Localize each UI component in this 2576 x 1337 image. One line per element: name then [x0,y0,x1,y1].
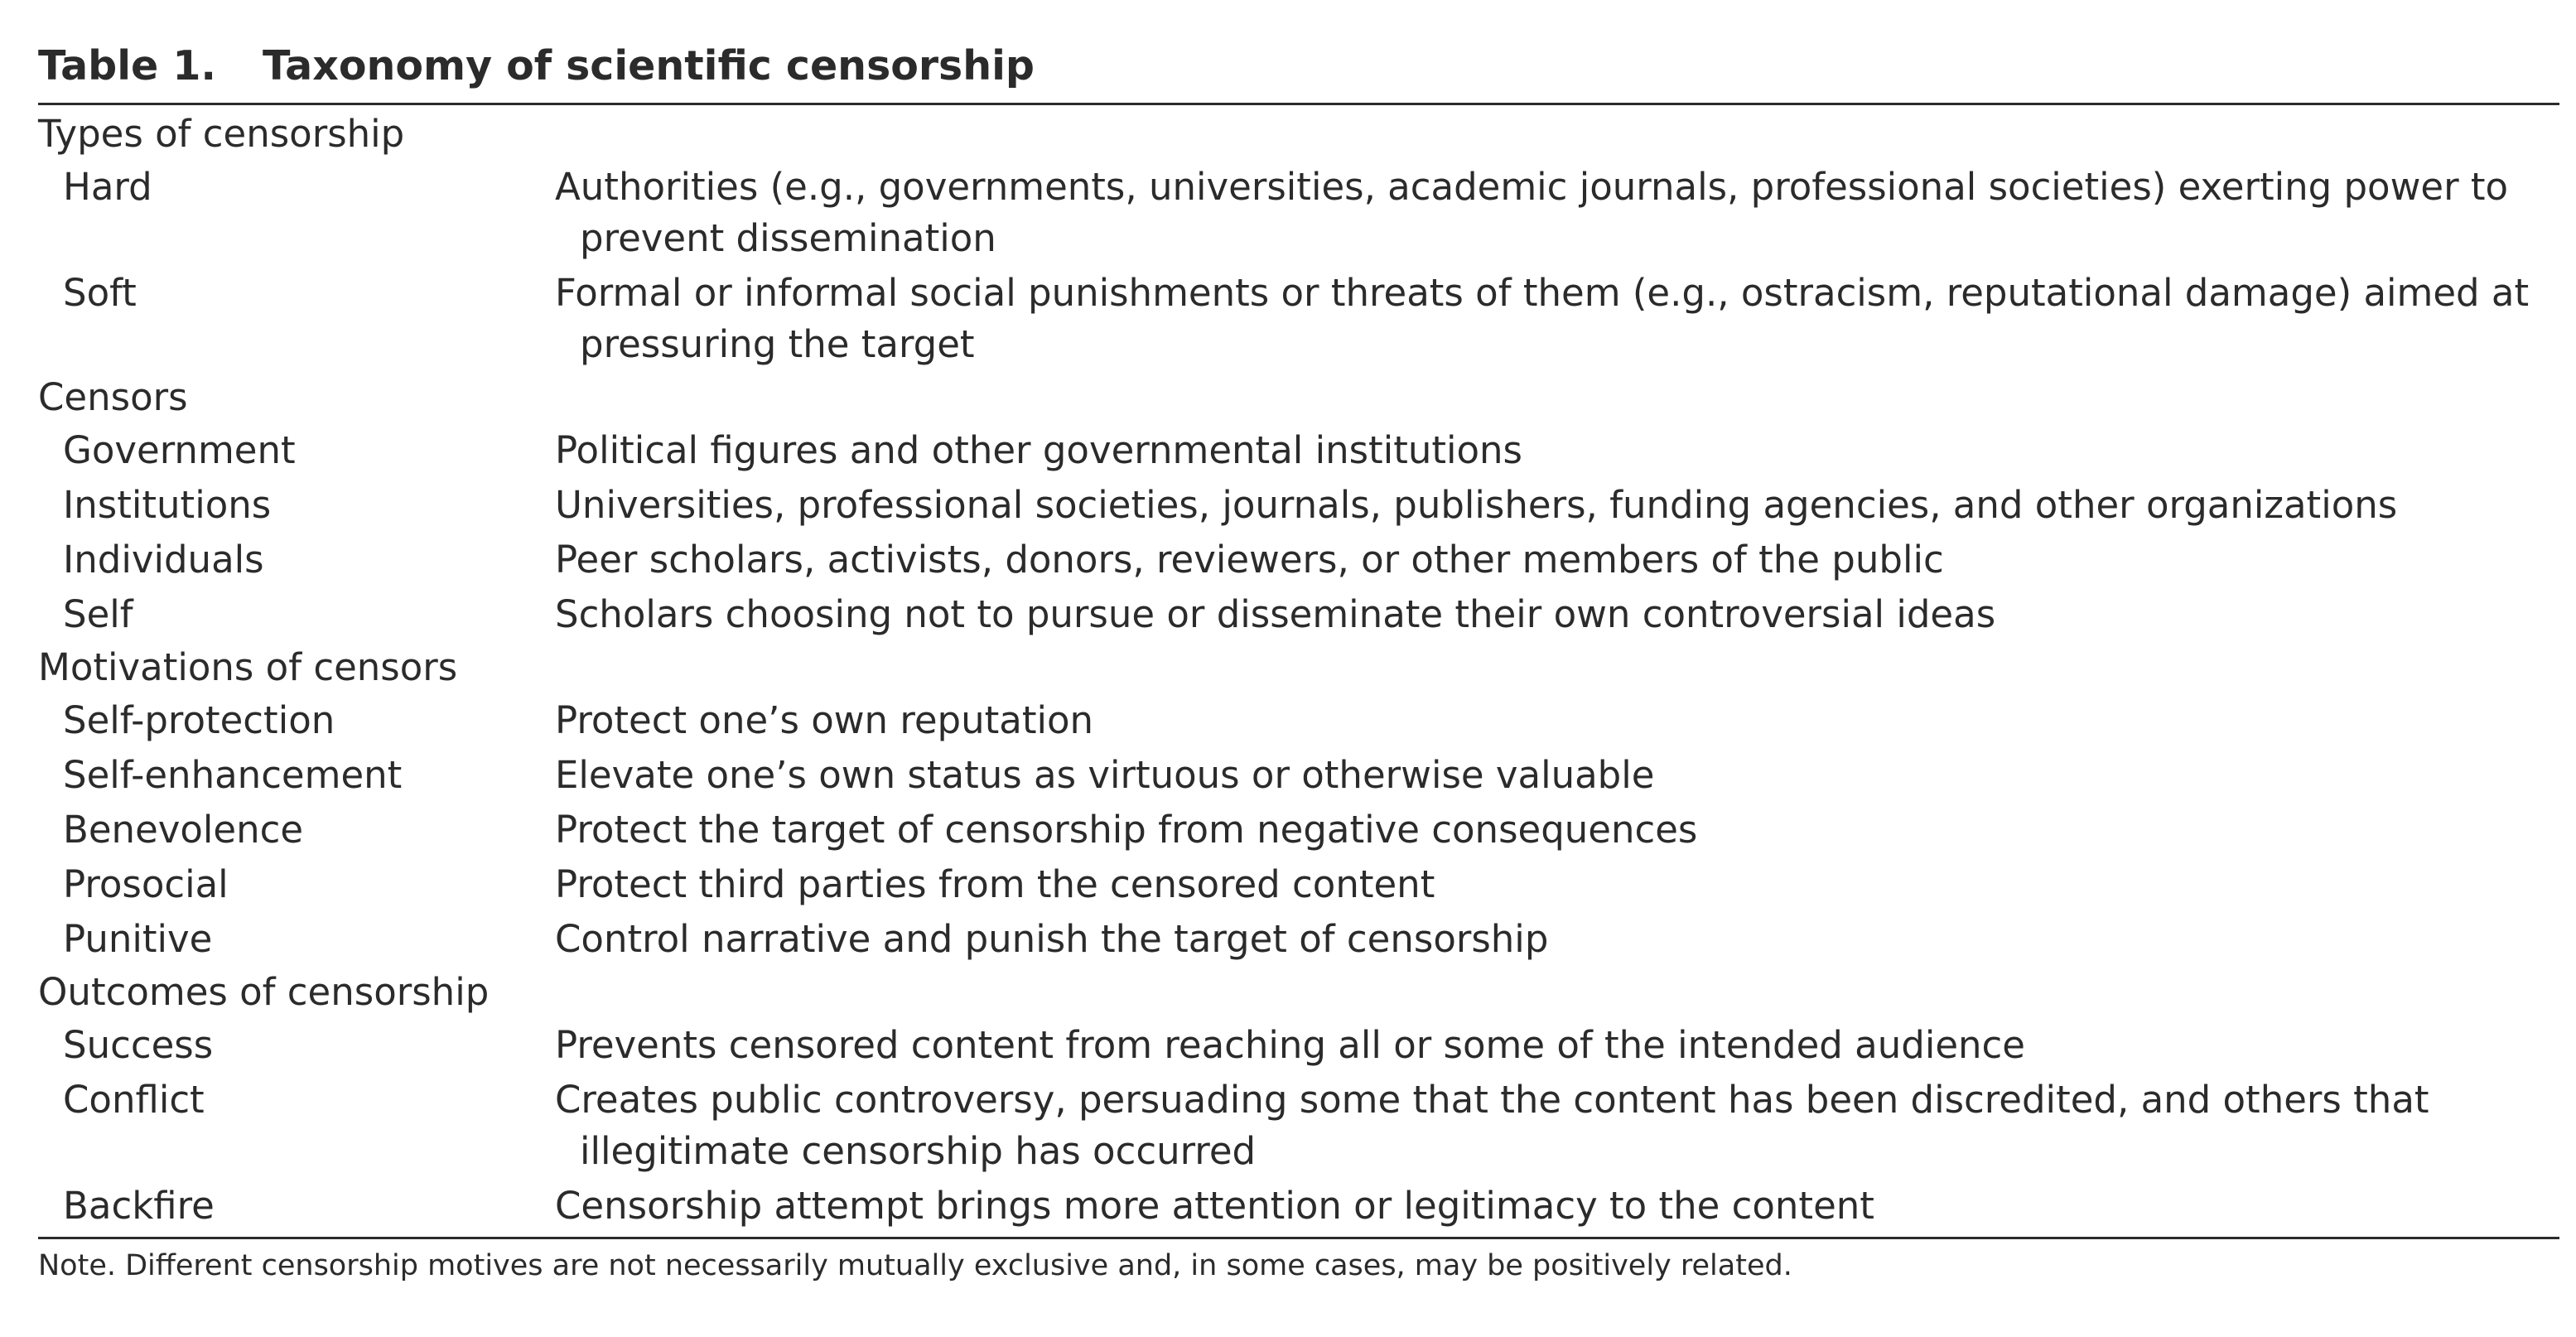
section-heading-motivations: Motivations of censors [38,645,458,689]
row-term: Conflict [63,1078,205,1122]
row-description: Scholars choosing not to pursue or disseminate their own controversial ideas [555,592,1996,636]
row-term: Soft [63,271,137,315]
row-description: Formal or informal social punishments or threats of them (e.g., ostracism, reputational damage) aimed at pressuring the target [555,271,2530,366]
table-row [38,1074,2559,1177]
row-term: Punitive [63,917,213,961]
row-description: Universities, professional societies, journals, publishers, funding agencies, and other organizations [555,483,2398,527]
row-term: Individuals [63,538,264,582]
table-row [38,859,2559,910]
table-title-text: Taxonomy of scientific censorship [263,42,1035,89]
row-description: Censorship attempt brings more attention or legitimacy to the content [555,1184,1874,1228]
row-description: Political figures and other governmental institutions [555,428,1523,472]
top-rule [38,103,2559,105]
table-body [38,107,2559,1237]
row-description: Control narrative and punish the target of censorship [555,917,1549,961]
table-row [38,695,2559,746]
row-description: Creates public controversy, persuading some that the content has been discredited, and others that illegitimate censorship has occurred [555,1078,2429,1173]
table-number: Table 1. [38,42,217,89]
table-row [38,1180,2559,1232]
row-term: Success [63,1023,214,1067]
table-row [38,162,2559,264]
row-description: Prevents censored content from reaching all or some of the intended audience [555,1023,2025,1067]
row-term: Hard [63,165,152,209]
table-row [38,534,2559,586]
table-row [38,804,2559,856]
table-note: Note. Different censorship motives are not necessarily mutually exclusive and, in some cases, may be positively related. [38,1249,1792,1282]
bottom-rule [38,1237,2559,1239]
row-term: Prosocial [63,862,229,906]
row-description: Protect the target of censorship from negative consequences [555,808,1698,852]
row-description: Protect one’s own reputation [555,698,1094,742]
table-title [38,33,2559,99]
row-term: Backfire [63,1184,215,1228]
row-term: Self-enhancement [63,753,403,797]
row-term: Benevolence [63,808,304,852]
table-row [38,1020,2559,1071]
section-heading-types: Types of censorship [38,112,405,156]
table-row [38,425,2559,476]
row-description: Peer scholars, activists, donors, reviewers, or other members of the public [555,538,1944,582]
section-heading-censors: Censors [38,375,188,419]
row-term: Institutions [63,483,272,527]
section-heading-outcomes: Outcomes of censorship [38,970,490,1014]
taxonomy-table [38,33,2559,1286]
row-description: Authorities (e.g., governments, universities, academic journals, professional societies) exerting power to prevent dissemination [555,165,2509,260]
row-term: Self-protection [63,698,335,742]
row-term: Government [63,428,296,472]
row-description: Protect third parties from the censored content [555,862,1435,906]
table-row [38,589,2559,640]
table-row [38,750,2559,801]
row-term: Self [63,592,133,636]
table-row [38,268,2559,370]
table-row [38,914,2559,965]
row-description: Elevate one’s own status as virtuous or otherwise valuable [555,753,1655,797]
table-row [38,480,2559,531]
